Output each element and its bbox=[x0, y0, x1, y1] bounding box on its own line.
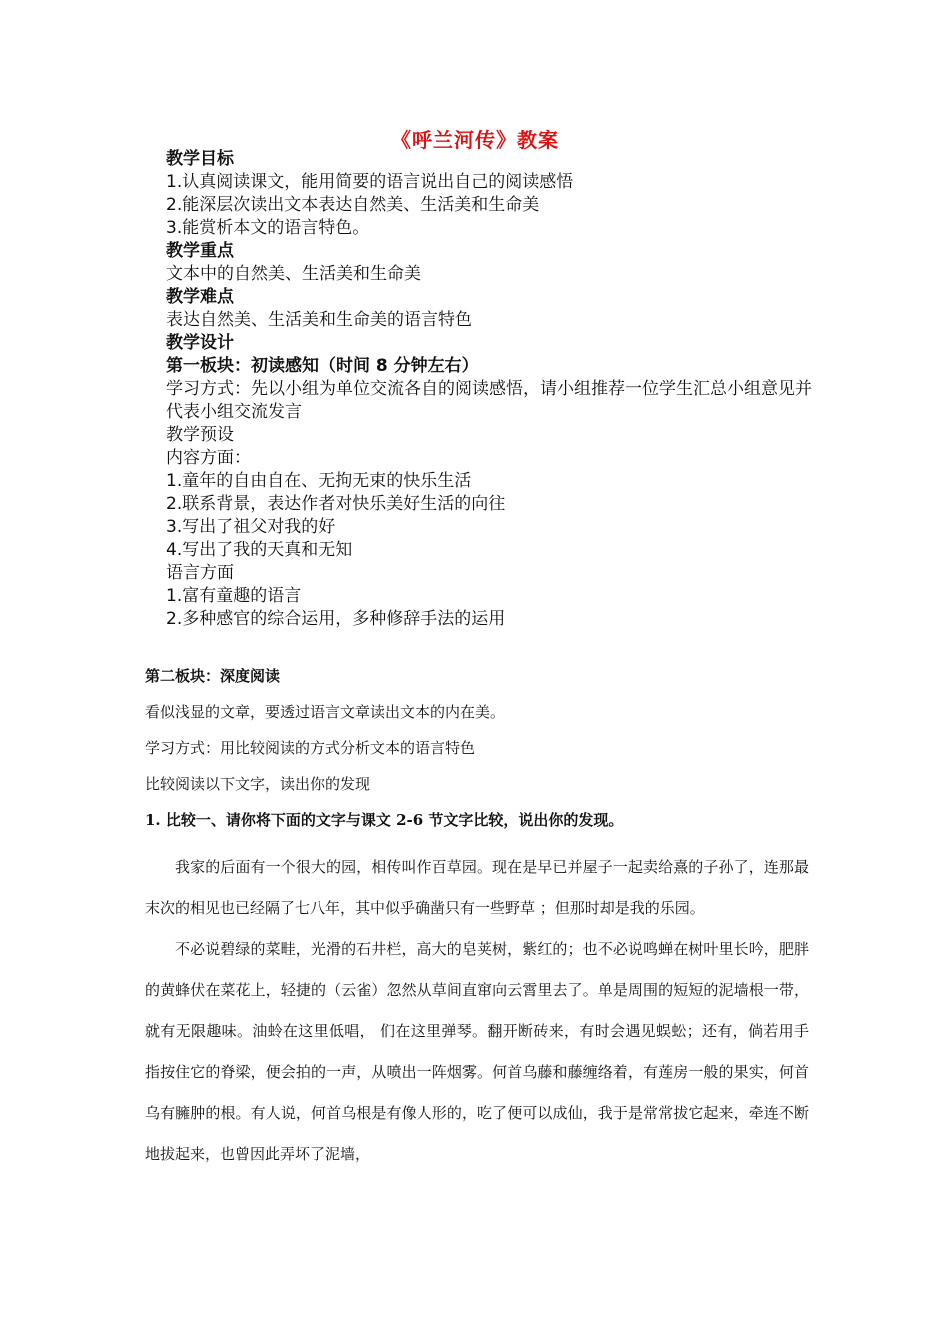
block2-heading: 第二板块：深度阅读 bbox=[145, 667, 281, 685]
key-points-heading: 教学重点 bbox=[166, 241, 234, 261]
preset-label: 教学预设 bbox=[166, 425, 234, 445]
block2-method: 学习方式：用比较阅读的方式分析文本的语言特色 bbox=[145, 739, 476, 757]
comparison-one: 1. 比较一、请你将下面的文字与课文 2-6 节文字比较，说出你的发现。 bbox=[145, 811, 624, 829]
difficulty-heading: 教学难点 bbox=[166, 287, 234, 307]
language-label: 语言方面 bbox=[166, 563, 234, 583]
document-title: 《呼兰河传》教案 bbox=[391, 128, 559, 152]
content-label: 内容方面： bbox=[166, 448, 251, 468]
goal-item: 3.能赏析本文的语言特色。 bbox=[166, 218, 370, 238]
block1-method: 学习方式：先以小组为单位交流各自的阅读感悟，请小组推荐一位学生汇总小组意见并代表小组交流发言 bbox=[166, 379, 812, 422]
quote-paragraph: 我家的后面有一个很大的园，相传叫作百草园。现在是早已并屋子一起卖给熹的子孙了，连那最末次的相见也已经隔了七八年，其中似乎确凿只有一些野草 ；但那时却是我的乐园。 bbox=[145, 858, 809, 917]
goals-heading: 教学目标 bbox=[166, 149, 234, 169]
block2-instruction: 比较阅读以下文字，读出你的发现 bbox=[145, 775, 371, 793]
key-points-text: 文本中的自然美、生活美和生命美 bbox=[166, 264, 421, 284]
block1-heading: 第一板块：初读感知（时间 8 分钟左右） bbox=[166, 356, 479, 376]
quote-paragraph: 不必说碧绿的菜畦，光滑的石井栏，高大的皂荚树，紫红的；也不必说鸣蝉在树叶里长吟，肥胖的黄蜂伏在菜花上，轻捷的（云雀）忽然从草间直窜向云霄里去了。单是周围的短短的泥墙根一带，就有无限趣味。油蛉在这里低唱， 们在这里弹琴。翻开断砖来，有时会遇见蜈蚣；还有，倘若用手指按住它的脊梁，便会拍的一声，从喷出一阵烟雾。何首乌藤和藤缠络着，有莲房一般的果实，何首乌有臃肿的根。有人说，何首乌根是有像人形的，吃了便可以成仙，我于是常常拔它起来，牵连不断地拔起来，也曾因此弄坏了泥墙， bbox=[145, 940, 809, 1163]
content-item: 1.童年的自由自在、无拘无束的快乐生活 bbox=[166, 471, 472, 491]
design-heading: 教学设计 bbox=[166, 333, 234, 353]
content-item: 3.写出了祖父对我的好 bbox=[166, 517, 336, 537]
deep-reading-section bbox=[145, 666, 809, 1175]
language-item: 2.多种感官的综合运用，多种修辞手法的运用 bbox=[166, 609, 506, 629]
goal-item: 2.能深层次读出文本表达自然美、生活美和生命美 bbox=[166, 195, 540, 215]
difficulty-text: 表达自然美、生活美和生命美的语言特色 bbox=[166, 310, 472, 330]
goal-item: 1.认真阅读课文，能用简要的语言说出自己的阅读感悟 bbox=[166, 172, 574, 192]
lesson-plan-section bbox=[166, 148, 826, 631]
content-item: 4.写出了我的天真和无知 bbox=[166, 540, 353, 560]
language-item: 1.富有童趣的语言 bbox=[166, 586, 302, 606]
content-item: 2.联系背景，表达作者对快乐美好生活的向往 bbox=[166, 494, 506, 514]
block2-intro: 看似浅显的文章，要透过语言文章读出文本的内在美。 bbox=[145, 703, 506, 721]
